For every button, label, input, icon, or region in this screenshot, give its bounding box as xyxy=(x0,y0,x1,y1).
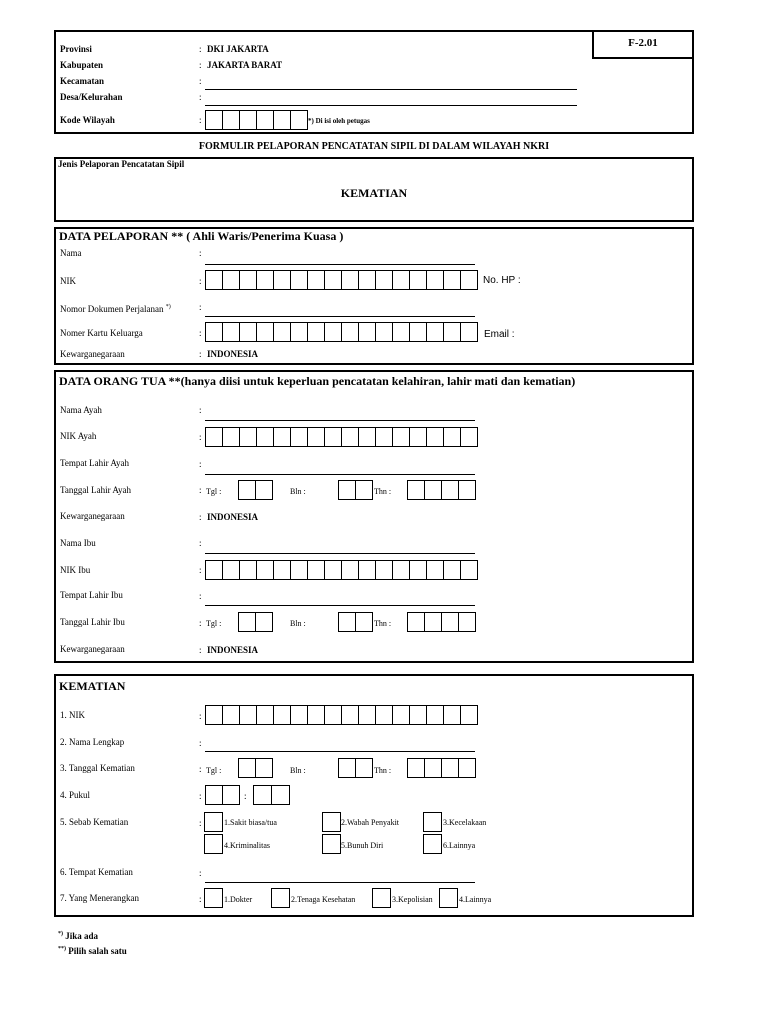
kode-wilayah-label: Kode Wilayah xyxy=(60,115,115,125)
colon: : xyxy=(199,485,202,495)
provinsi-value: DKI JAKARTA xyxy=(207,44,269,54)
nik-ayah-label: NIK Ayah xyxy=(60,431,97,441)
footnote-2 xyxy=(58,944,127,957)
nik-ayah-cells[interactable] xyxy=(205,427,478,447)
footnote-1 xyxy=(58,929,98,942)
tgl-label: Tgl : xyxy=(206,619,222,628)
kematian-tanggal-label: 3. Tanggal Kematian xyxy=(60,763,135,773)
menerangkan-option-4-label: 4.Lainnya xyxy=(459,895,492,904)
pelapor-dokumen-label xyxy=(60,302,171,315)
tanggal-lahir-ayah-label: Tanggal Lahir Ayah xyxy=(60,485,132,495)
footnote-1-text: Jika ada xyxy=(65,931,99,941)
colon: : xyxy=(199,349,202,359)
colon: : xyxy=(199,432,202,442)
kode-wilayah-note: *) Di isi oleh petugas xyxy=(308,117,370,125)
footnote-2-text: Pilih salah satu xyxy=(68,946,127,956)
sebab-option-3-label: 3.Kecelakaan xyxy=(443,818,487,827)
pukul-menit-cells[interactable] xyxy=(253,785,290,805)
tanggal-lahir-ibu-label: Tanggal Lahir Ibu xyxy=(60,617,125,627)
kematian-nama-field[interactable] xyxy=(205,751,475,752)
jenis-value: KEMATIAN xyxy=(340,186,408,200)
sebab-option-3-checkbox[interactable] xyxy=(423,812,442,832)
ortu-title: DATA ORANG TUA **(hanya diisi untuk keperluan pencatatan kelahiran, lahir mati dan kematian) xyxy=(59,374,576,388)
menerangkan-option-1-label: 1.Dokter xyxy=(224,895,253,904)
colon: : xyxy=(199,894,202,904)
pelapor-title: DATA PELAPORAN ** ( Ahli Waris/Penerima Kuasa ) xyxy=(59,229,344,243)
tempat-lahir-ayah-field[interactable] xyxy=(205,474,475,475)
kematian-menerangkan-label: 7. Yang Menerangkan xyxy=(60,893,139,903)
tgl-ibu-cells[interactable] xyxy=(238,612,273,632)
tgl-label: Tgl : xyxy=(206,766,222,775)
sebab-option-4-checkbox[interactable] xyxy=(204,834,223,854)
pelapor-kk-label: Nomer Kartu Keluarga xyxy=(60,328,143,338)
colon: : xyxy=(199,818,202,828)
menerangkan-option-1-checkbox[interactable] xyxy=(204,888,223,908)
colon: : xyxy=(199,44,202,54)
colon: : xyxy=(199,565,202,575)
kabupaten-label: Kabupaten xyxy=(60,60,104,70)
colon: : xyxy=(199,738,202,748)
colon: : xyxy=(199,115,202,125)
thn-kematian-cells[interactable] xyxy=(407,758,476,778)
nama-ayah-field[interactable] xyxy=(205,420,475,421)
form-title: FORMULIR PELAPORAN PENCATATAN SIPIL DI DALAM WILAYAH NKRI xyxy=(198,141,550,152)
kewarganegaraan-ayah-label: Kewarganegaraan xyxy=(60,511,125,521)
colon: : xyxy=(199,711,202,721)
nama-ibu-field[interactable] xyxy=(205,553,475,554)
colon: : xyxy=(199,538,202,548)
pelapor-dokumen-field[interactable] xyxy=(205,316,475,317)
colon: : xyxy=(199,591,202,601)
menerangkan-option-2-checkbox[interactable] xyxy=(271,888,290,908)
tgl-label: Tgl : xyxy=(206,487,222,496)
kematian-nik-label: 1. NIK xyxy=(60,710,85,720)
colon: : xyxy=(199,405,202,415)
kabupaten-value: JAKARTA BARAT xyxy=(207,60,283,70)
footnote-1-mark: *) xyxy=(58,931,63,937)
sebab-option-6-checkbox[interactable] xyxy=(423,834,442,854)
menerangkan-option-3-checkbox[interactable] xyxy=(372,888,391,908)
footnote-2-mark: **) xyxy=(58,946,66,952)
tempat-lahir-ibu-label: Tempat Lahir Ibu xyxy=(60,590,123,600)
form-code: F-2.01 xyxy=(628,37,658,49)
colon: : xyxy=(199,60,202,70)
thn-ayah-cells[interactable] xyxy=(407,480,476,500)
pukul-jam-cells[interactable] xyxy=(205,785,240,805)
kode-wilayah-cells[interactable] xyxy=(205,110,308,130)
pelapor-kk-cells[interactable] xyxy=(205,322,478,342)
tgl-kematian-cells[interactable] xyxy=(238,758,273,778)
colon: : xyxy=(199,618,202,628)
nik-ibu-cells[interactable] xyxy=(205,560,478,580)
kematian-sebab-label: 5. Sebab Kematian xyxy=(60,817,129,827)
kecamatan-field[interactable] xyxy=(205,89,577,90)
thn-label: Thn : xyxy=(374,766,392,775)
colon: : xyxy=(199,92,202,102)
colon: : xyxy=(199,302,202,312)
kematian-title: KEMATIAN xyxy=(59,679,126,693)
colon: : xyxy=(199,328,202,338)
pelapor-kewarganegaraan-value: INDONESIA xyxy=(207,349,259,359)
sebab-option-1-checkbox[interactable] xyxy=(204,812,223,832)
sebab-option-1-label: 1.Sakit biasa/tua xyxy=(224,818,277,827)
menerangkan-option-2-label: 2.Tenaga Kesehatan xyxy=(291,895,356,904)
colon: : xyxy=(199,868,202,878)
pelapor-nik-cells[interactable] xyxy=(205,270,478,290)
nama-ibu-label: Nama Ibu xyxy=(60,538,96,548)
kematian-tempat-field[interactable] xyxy=(205,882,475,883)
colon: : xyxy=(199,791,202,801)
bln-label: Bln : xyxy=(290,619,306,628)
kewarganegaraan-ayah-value: INDONESIA xyxy=(207,512,259,522)
bln-kematian-cells[interactable] xyxy=(338,758,373,778)
desa-label: Desa/Kelurahan xyxy=(60,92,123,102)
kecamatan-label: Kecamatan xyxy=(60,76,104,86)
provinsi-label: Provinsi xyxy=(60,44,92,54)
thn-label: Thn : xyxy=(374,487,392,496)
pelapor-hp-label: No. HP : xyxy=(483,275,521,286)
sebab-option-6-label: 6.Lainnya xyxy=(443,841,476,850)
pelapor-nama-field[interactable] xyxy=(205,264,475,265)
sebab-option-4-label: 4.Kriminalitas xyxy=(224,841,270,850)
pelapor-dokumen-sup: *) xyxy=(165,304,171,310)
sebab-option-2-label: 2.Wabah Penyakit xyxy=(341,818,400,827)
tempat-lahir-ayah-label: Tempat Lahir Ayah xyxy=(60,458,130,468)
colon: : xyxy=(199,276,202,286)
nik-ibu-label: NIK Ibu xyxy=(60,565,91,575)
pelapor-dokumen-text: Nomor Dokumen Perjalanan xyxy=(60,304,164,314)
sebab-option-2-checkbox[interactable] xyxy=(322,812,341,832)
menerangkan-option-3-label: 3.Kepolisian xyxy=(392,895,433,904)
nama-ayah-label: Nama Ayah xyxy=(60,405,102,415)
tempat-lahir-ibu-field[interactable] xyxy=(205,605,475,606)
pelapor-nama-label: Nama xyxy=(60,248,82,258)
bln-label: Bln : xyxy=(290,487,306,496)
kematian-pukul-label: 4. Pukul xyxy=(60,790,91,800)
pelapor-section xyxy=(54,227,694,365)
colon: : xyxy=(199,645,202,655)
bln-ibu-cells[interactable] xyxy=(338,612,373,632)
jenis-label: Jenis Pelaporan Pencatatan Sipil xyxy=(58,159,185,169)
thn-ibu-cells[interactable] xyxy=(407,612,476,632)
colon: : xyxy=(199,512,202,522)
colon: : xyxy=(244,791,247,801)
kewarganegaraan-ibu-value: INDONESIA xyxy=(207,645,259,655)
colon: : xyxy=(199,764,202,774)
bln-label: Bln : xyxy=(290,766,306,775)
colon: : xyxy=(199,248,202,258)
pelapor-kewarganegaraan-label: Kewarganegaraan xyxy=(60,349,125,359)
kematian-tempat-label: 6. Tempat Kematian xyxy=(60,867,133,877)
colon: : xyxy=(199,459,202,469)
sebab-option-5-label: 5.Bunuh Diri xyxy=(341,841,384,850)
thn-label: Thn : xyxy=(374,619,392,628)
colon: : xyxy=(199,76,202,86)
tgl-ayah-cells[interactable] xyxy=(238,480,273,500)
desa-field[interactable] xyxy=(205,105,577,106)
bln-ayah-cells[interactable] xyxy=(338,480,373,500)
menerangkan-option-4-checkbox[interactable] xyxy=(439,888,458,908)
kewarganegaraan-ibu-label: Kewarganegaraan xyxy=(60,644,125,654)
pelapor-nik-label: NIK xyxy=(60,276,76,286)
sebab-option-5-checkbox[interactable] xyxy=(322,834,341,854)
kematian-nik-cells[interactable] xyxy=(205,705,478,725)
pelapor-email-label: Email : xyxy=(484,329,515,340)
kematian-nama-label: 2. Nama Lengkap xyxy=(60,737,125,747)
